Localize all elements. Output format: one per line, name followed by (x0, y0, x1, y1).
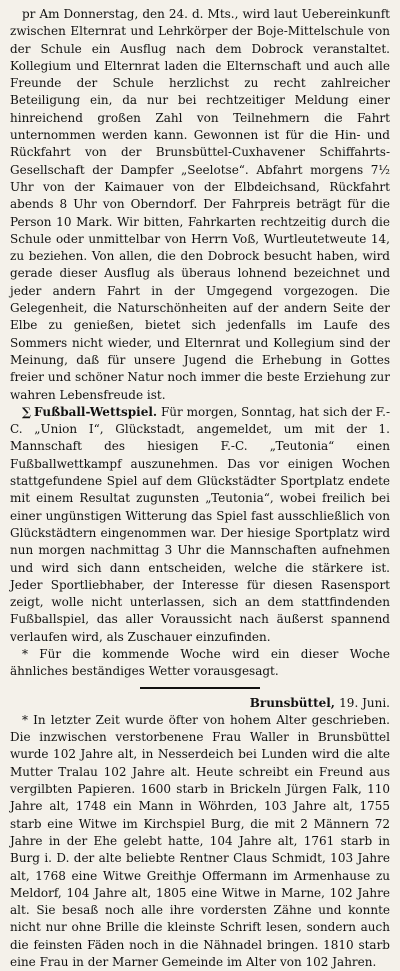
news-column (10, 6, 390, 971)
article-body: Für morgen, Sonntag, hat sich der F.-C. „Union I“, Glückstadt, angemeldet, um mit der 1. Mannschaft des hiesigen F.-C. „Teutonia“ einen Fußballwettkampf auszunehmen. Das vor einigen Wochen stattgefundene Spiel auf dem Glückstädter Sportplatz endete mit einem Resultat zugunsten „Teutonia“, wobei freilich bei einer ungünstigen Witterung das Spiel fast ausschließlich von Glückstädtern eingenommen war. Der hiesige Sportplatz wird nun morgen nachmittag 3 Uhr die Mannschaften aufnehmen und wird sich dann entscheiden, welche die stärkere ist. Jeder Sportliebhaber, der Interesse für diesen Rasensport zeigt, wolle nicht unterlassen, sich an dem stattfindenden Fußballspiel, das aller Voraussicht nach äußerst spannend verlaufen wird, als Zuschauer einzufinden. (10, 404, 390, 644)
section-symbol: ∑ (22, 404, 32, 419)
article-weather: * Für die kommende Woche wird ein dieser Woche ähnliches beständiges Wetter vorausgesagt. (10, 646, 390, 679)
section-divider (140, 687, 260, 689)
article-football-match (10, 404, 390, 646)
article-school-excursion: pr Am Donnerstag, den 24. d. Mts., wird laut Uebereinkunft zwischen Elternrat und Lehrkörper der Boje-Mittelschule von der Schule ein Ausflug nach dem Dobrock veranstaltet. Kollegium und Elternrat laden die Elternschaft und auch alle Freunde der Schule herzlichst zu recht zahlreicher Beteiligung ein, da nur bei rechtzeitiger Meldung einer hinreichend großen Zahl von Teilnehmern die Fahrt unternommen werden kann. Gewonnen ist für die Hin- und Rückfahrt von der Brunsbüttel-Cuxhavener Schiffahrts-Gesellschaft der Dampfer „Seelotse“. Abfahrt morgens 7½ Uhr von der Kaimauer von der Elbdeichsand, Rückfahrt abends 8 Uhr von Oberndorf. Der Fahrpreis beträgt für die Person 10 Mark. Wir bitten, Fahrkarten rechtzeitig durch die Schule oder unmittelbar von Herrn Voß, Wurtleutetweute 14, zu beziehen. Von allen, die den Dobrock besucht haben, wird gerade dieser Ausflug als überaus lohnend bezeichnet und jeder andern Fahrt in der Umgegend vorgezogen. Die Gelegenheit, die Naturschönheiten auf der andern Seite der Elbe zu genießen, bietet sich jedenfalls im Laufe des Sommers nicht wieder, und Elternrat und Kollegium sind der Meinung, daß für unsere Jugend die Erhebung in Gottes freier und schöner Natur noch immer die beste Erziehung zur wahren Lebensfreude ist. (10, 7, 390, 402)
dateline-place: Brunsbüttel, (249, 695, 335, 710)
dateline-date: 19. Juni. (339, 695, 390, 710)
dateline (10, 695, 390, 712)
article-headline: Fußball-Wettspiel. (34, 404, 158, 419)
article-old-age: * In letzter Zeit wurde öfter von hohem Alter geschrieben. Die inzwischen verstorbenene Frau Waller in Brunsbüttel wurde 102 Jahre alt, in Nesserdeich bei Lunden wird die alte Mutter Tralau 102 Jahre alt. Heute schreibt ein Freund aus vergilbten Papieren. 1600 starb in Brickeln Jürgen Falk, 110 Jahre alt, 1748 ein Mann in Wöhrden, 103 Jahre alt, 1755 starb eine Witwe im Kirchspiel Burg, die mit 2 Männern 72 Jahre in der Ehe gelebt hatte, 104 Jahre alt, 1761 starb in Burg i. D. der alte beliebte Rentner Claus Schmidt, 103 Jahre alt, 1768 eine Witwe Greithje Offermann im Armenhause zu Meldorf, 104 Jahre alt, 1805 eine Witwe in Marne, 102 Jahre alt. Sie besaß noch alle ihre vordersten Zähne und konnte nicht nur ohne Brille die kleinste Schrift lesen, sondern auch die feinsten Fäden noch in die Nähnadel bringen. 1810 starb eine Frau in der Marner Gemeinde im Alter von 102 Jahren. (10, 712, 390, 970)
